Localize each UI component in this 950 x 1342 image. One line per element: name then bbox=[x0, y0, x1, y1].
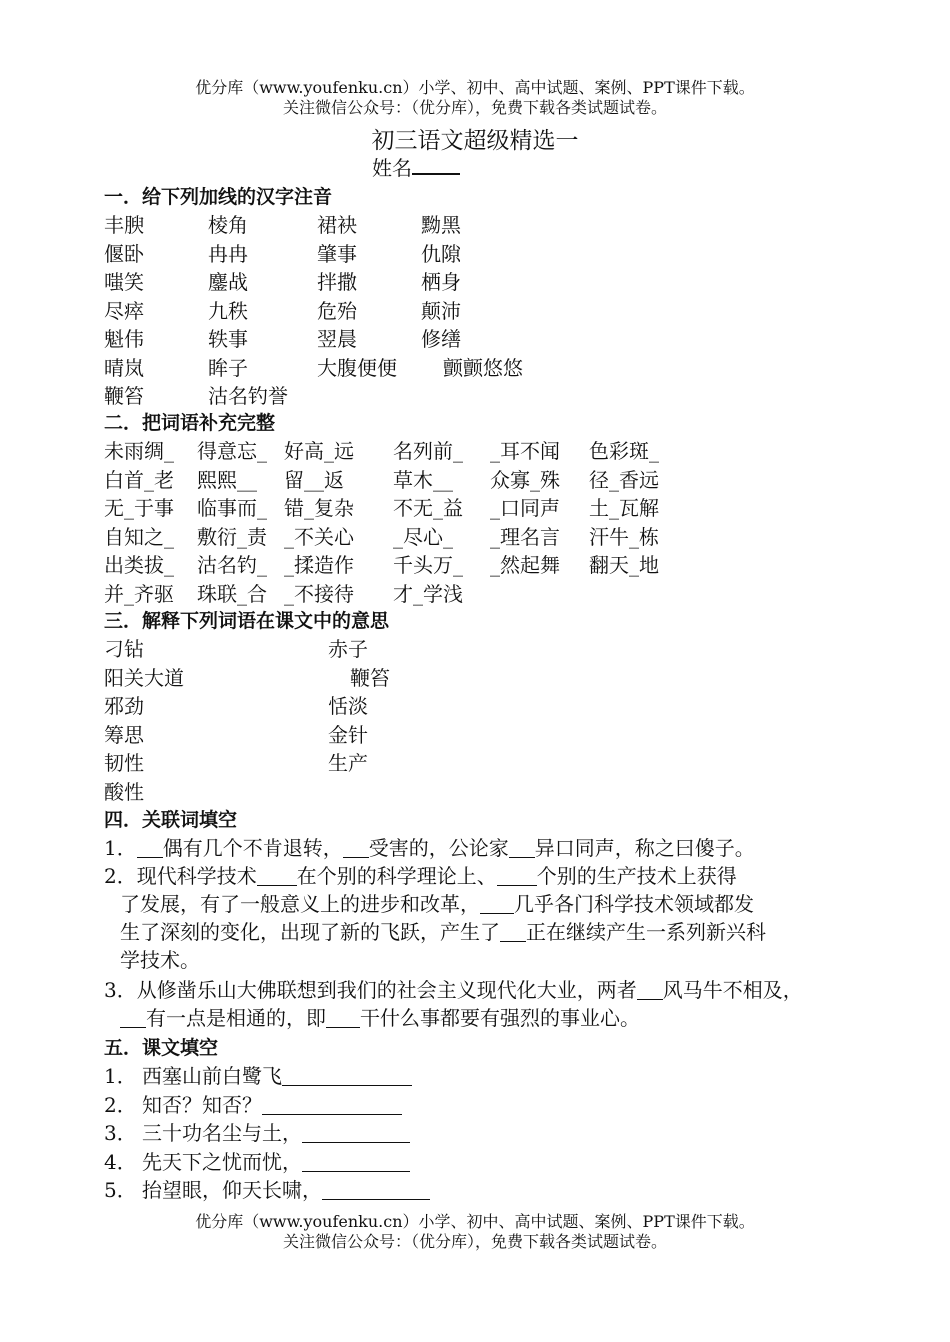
q2-text-3: 个别的生产技术上获得 bbox=[536, 864, 737, 888]
term-right: 生产 bbox=[328, 751, 368, 775]
pinyin-word: 仇隙 bbox=[421, 241, 461, 266]
s4-q1 bbox=[104, 834, 755, 862]
q3-text-2: 风马牛不相及， bbox=[662, 978, 803, 1002]
q3b-blank-1 bbox=[120, 1007, 146, 1028]
idiom-item: 敷衍_责 bbox=[197, 524, 267, 549]
idiom-item: _理名言 bbox=[490, 524, 560, 549]
idiom-item: 白首_老 bbox=[104, 467, 174, 492]
section3-heading: 三．解释下列词语在课文中的意思 bbox=[104, 610, 390, 632]
fill-item-text: 先天下之忧而忧， bbox=[142, 1148, 410, 1176]
s4-q2b bbox=[120, 890, 754, 918]
q3b-text-1: 有一点是相通的，即 bbox=[146, 1006, 326, 1030]
q1-text-3: 异口同声，称之曰傻子。 bbox=[534, 836, 755, 860]
section1-heading: 一．给下列加线的汉字注音 bbox=[104, 186, 333, 208]
name-field bbox=[372, 154, 460, 182]
pinyin-word: 鏖战 bbox=[208, 270, 248, 294]
q3b-text-2: 干什么事都要有强烈的事业心。 bbox=[360, 1006, 640, 1030]
fill-item-num: 3． bbox=[104, 1121, 137, 1145]
idiom-item: 自知之_ bbox=[104, 524, 174, 549]
idiom-item: _揉造作 bbox=[284, 553, 354, 577]
pinyin-word: 棱角 bbox=[208, 213, 248, 237]
pinyin-word: 肇事 bbox=[317, 241, 357, 266]
idiom-item: 临事而_ bbox=[197, 496, 267, 520]
pinyin-word: 魁伟 bbox=[104, 327, 144, 351]
pinyin-word: 晴岚 bbox=[104, 355, 144, 380]
term-left: 韧性 bbox=[104, 751, 144, 775]
pinyin-word: 偃卧 bbox=[104, 241, 144, 266]
s4-q2 bbox=[104, 862, 737, 890]
idiom-item: 沽名钓_ bbox=[197, 553, 267, 577]
pinyin-word: 裙袂 bbox=[317, 213, 357, 237]
idiom-item: 并_齐驱 bbox=[104, 581, 174, 606]
idiom-item: 色彩斑_ bbox=[589, 439, 659, 463]
idiom-item: 众寡_殊 bbox=[490, 467, 560, 492]
q1-text-1: 偶有几个不肯退转， bbox=[162, 836, 343, 860]
fill-item-blank bbox=[302, 1122, 410, 1143]
q1-blank-1 bbox=[137, 837, 163, 858]
section4-heading: 四．关联词填空 bbox=[104, 809, 238, 831]
pinyin-word: 大腹便便 bbox=[317, 355, 397, 380]
pinyin-word: 鞭笞 bbox=[104, 384, 144, 408]
idiom-item: _口同声 bbox=[490, 496, 560, 520]
q1-blank-2 bbox=[343, 837, 369, 858]
idiom-item: 珠联_合 bbox=[197, 581, 267, 606]
idiom-item: 无_于事 bbox=[104, 496, 174, 520]
fill-item-text: 三十功名尘与土， bbox=[142, 1119, 410, 1147]
idiom-item: 汗牛_栋 bbox=[589, 524, 659, 549]
header-line-1: 优分库（www.youfenku.cn）小学、初中、高中试题、案例、PPT课件下载。 bbox=[195, 78, 755, 97]
idiom-item: 得意忘_ bbox=[197, 439, 267, 463]
term-left: 刁钻 bbox=[104, 637, 144, 661]
name-blank bbox=[412, 155, 460, 175]
term-left: 阳关大道 bbox=[104, 665, 184, 690]
idiom-item: _然起舞 bbox=[490, 553, 560, 577]
idiom-item: 径_香远 bbox=[589, 467, 659, 492]
idiom-item: 草木__ bbox=[393, 467, 453, 492]
q3-text-1: 3．从修凿乐山大佛联想到我们的社会主义现代化大业，两者 bbox=[104, 978, 637, 1002]
fill-item-blank bbox=[302, 1151, 410, 1172]
idiom-item: 翻天_地 bbox=[589, 553, 659, 577]
q2-text-1: 2．现代科学技术 bbox=[104, 864, 257, 888]
fill-item-num: 1． bbox=[104, 1064, 137, 1088]
term-right: 金针 bbox=[328, 722, 368, 747]
q2b-blank bbox=[480, 893, 514, 914]
pinyin-word: 冉冉 bbox=[208, 241, 248, 266]
s4-q3 bbox=[104, 976, 803, 1004]
fill-item-blank bbox=[282, 1065, 412, 1086]
fill-item-num: 5． bbox=[104, 1178, 137, 1202]
fill-item-text: 知否？知否？ bbox=[142, 1091, 402, 1119]
fill-item-num: 2． bbox=[104, 1092, 137, 1117]
pinyin-word: 颤颤悠悠 bbox=[443, 355, 523, 380]
s4-q2d: 学技术。 bbox=[120, 948, 200, 972]
q1-num: 1． bbox=[104, 836, 137, 860]
pinyin-word: 危殆 bbox=[317, 298, 357, 323]
idiom-item: _尽心_ bbox=[393, 524, 453, 549]
idiom-item: 出类拔_ bbox=[104, 553, 174, 577]
term-left: 酸性 bbox=[104, 779, 144, 804]
pinyin-word: 栖身 bbox=[421, 270, 461, 294]
q2-text-2: 在个别的科学理论上、 bbox=[296, 864, 497, 888]
page-title: 初三语文超级精选一 bbox=[371, 128, 579, 154]
pinyin-word: 眸子 bbox=[208, 355, 248, 380]
idiom-item: 才_学浅 bbox=[393, 581, 463, 606]
idiom-item: _不接待 bbox=[284, 581, 354, 606]
idiom-item: 好高_远 bbox=[284, 439, 354, 463]
pinyin-word: 嗤笑 bbox=[104, 270, 144, 294]
term-right: 恬淡 bbox=[328, 694, 368, 718]
q1-text-2: 受害的，公论家 bbox=[368, 836, 509, 860]
q2-blank-1 bbox=[257, 865, 297, 886]
q3b-blank-2 bbox=[326, 1007, 360, 1028]
pinyin-word: 颠沛 bbox=[421, 298, 461, 323]
idiom-item: _耳不闻 bbox=[490, 439, 560, 463]
q2b-text-2: 几乎各门科学技术领域都发 bbox=[514, 892, 754, 916]
pinyin-word: 黝黑 bbox=[421, 213, 461, 237]
idiom-item: 不无_益 bbox=[393, 496, 463, 520]
idiom-item: 熙熙__ bbox=[197, 467, 257, 492]
q2-blank-2 bbox=[497, 865, 537, 886]
term-right: 鞭笞 bbox=[350, 665, 390, 690]
s4-q3b bbox=[120, 1004, 640, 1032]
s4-q2c bbox=[120, 918, 766, 946]
idiom-item: 土_瓦解 bbox=[589, 496, 659, 520]
footer-line-1: 优分库（www.youfenku.cn）小学、初中、高中试题、案例、PPT课件下载。 bbox=[195, 1212, 755, 1231]
idiom-item: _不关心 bbox=[284, 524, 354, 549]
idiom-item: 名列前_ bbox=[393, 439, 463, 463]
pinyin-word: 沽名钓誉 bbox=[208, 384, 288, 408]
footer-line-2: 关注微信公众号：（优分库），免费下载各类试题试卷。 bbox=[282, 1232, 667, 1251]
header-line-2: 关注微信公众号：（优分库），免费下载各类试题试卷。 bbox=[282, 98, 667, 117]
idiom-item: 错_复杂 bbox=[284, 496, 354, 520]
section5-heading: 五．课文填空 bbox=[104, 1037, 219, 1059]
q2c-text-2: 正在继续产生一系列新兴科 bbox=[526, 920, 766, 944]
section2-heading: 二．把词语补充完整 bbox=[104, 412, 276, 434]
q3-blank-1 bbox=[637, 979, 663, 1000]
idiom-item: 千头万_ bbox=[393, 553, 463, 577]
fill-item-num: 4． bbox=[104, 1149, 137, 1174]
name-label: 姓名 bbox=[372, 156, 412, 180]
pinyin-word: 尽瘁 bbox=[104, 298, 144, 323]
q2c-blank bbox=[500, 921, 526, 942]
pinyin-word: 九秩 bbox=[208, 298, 248, 323]
term-left: 邪劲 bbox=[104, 694, 144, 718]
pinyin-word: 翌晨 bbox=[317, 327, 357, 351]
idiom-item: 未雨绸_ bbox=[104, 439, 174, 463]
term-right: 赤子 bbox=[328, 637, 368, 661]
fill-item-blank bbox=[322, 1179, 430, 1200]
q1-blank-3 bbox=[509, 837, 535, 858]
pinyin-word: 拌撒 bbox=[317, 270, 357, 294]
term-left: 筹思 bbox=[104, 722, 144, 747]
pinyin-word: 修缮 bbox=[421, 327, 461, 351]
fill-item-text: 西塞山前白鹭飞 bbox=[142, 1062, 412, 1090]
idiom-item: 留__返 bbox=[284, 467, 344, 492]
q2c-text-1: 生了深刻的变化，出现了新的飞跃，产生了 bbox=[120, 920, 500, 944]
pinyin-word: 丰腴 bbox=[104, 213, 144, 237]
fill-item-text: 抬望眼，仰天长啸， bbox=[142, 1176, 430, 1204]
q2b-text-1: 了发展，有了一般意义上的进步和改革， bbox=[120, 892, 480, 916]
fill-item-blank bbox=[262, 1094, 402, 1115]
pinyin-word: 轶事 bbox=[208, 327, 248, 351]
